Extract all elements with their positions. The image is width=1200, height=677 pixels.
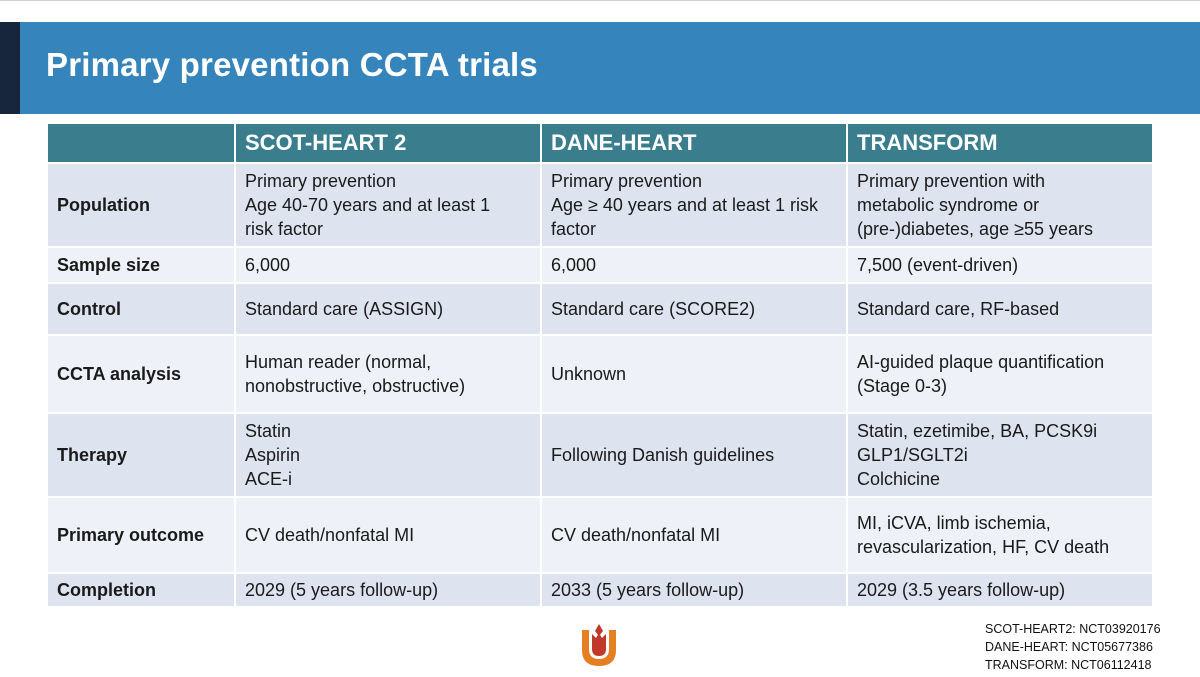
- banner-accent: [0, 22, 20, 114]
- table-cell: [235, 283, 541, 335]
- reference-line: TRANSFORM: NCT06112418: [985, 658, 1152, 672]
- table-row: [47, 163, 1153, 247]
- table-cell: [541, 163, 847, 247]
- table-cell: [847, 163, 1153, 247]
- cell-line: Unknown: [551, 364, 627, 384]
- cell-line: MI, iCVA, limb ischemia,: [857, 513, 1051, 533]
- cell-line: CV death/nonfatal MI: [551, 525, 721, 545]
- title-banner: [0, 22, 1200, 114]
- table-cell: [847, 497, 1153, 573]
- cell-line: 6,000: [245, 255, 291, 275]
- cell-line: 6,000: [551, 255, 597, 275]
- reference-line: SCOT-HEART2: NCT03920176: [985, 622, 1161, 636]
- row-label-primary-outcome: Primary outcome: [47, 497, 235, 573]
- cell-line: GLP1/SGLT2i: [857, 445, 968, 465]
- cell-line: Primary prevention: [245, 171, 397, 191]
- row-label-sample-size: Sample size: [47, 247, 235, 283]
- table-cell: [541, 413, 847, 497]
- cell-line: (Stage 0-3): [857, 376, 948, 396]
- cell-line: ACE-i: [245, 469, 293, 489]
- row-label-therapy: Therapy: [47, 413, 235, 497]
- row-label-control: Control: [47, 283, 235, 335]
- cell-line: Age 40-70 years and at least 1: [245, 195, 491, 215]
- table-row: [47, 283, 1153, 335]
- header-cell-blank: [47, 123, 235, 163]
- cell-line: CV death/nonfatal MI: [245, 525, 415, 545]
- cell-line: risk factor: [245, 219, 324, 239]
- trial-registry-references: [985, 620, 1161, 674]
- reference-line: DANE-HEART: NCT05677386: [985, 640, 1153, 654]
- cell-line: AI-guided plaque quantification: [857, 352, 1105, 372]
- cell-line: Statin, ezetimibe, BA, PCSK9i: [857, 421, 1098, 441]
- table-row: [47, 573, 1153, 607]
- cell-line: nonobstructive, obstructive): [245, 376, 466, 396]
- table-row: [47, 247, 1153, 283]
- tulip-logo-icon: [580, 622, 618, 668]
- top-divider: [0, 0, 1200, 1]
- cell-line: 2029 (5 years follow-up): [245, 580, 439, 600]
- table-row: [47, 335, 1153, 413]
- table-cell: [235, 497, 541, 573]
- table-cell: [847, 247, 1153, 283]
- cell-line: Standard care (SCORE2): [551, 299, 756, 319]
- table-cell: [541, 335, 847, 413]
- table-cell: [847, 413, 1153, 497]
- table-cell: [847, 283, 1153, 335]
- cell-line: Human reader (normal,: [245, 352, 432, 372]
- header-cell-transform: TRANSFORM: [847, 123, 1153, 163]
- table-row: [47, 413, 1153, 497]
- cell-line: Standard care (ASSIGN): [245, 299, 444, 319]
- table-row: [47, 497, 1153, 573]
- table-cell: [235, 335, 541, 413]
- cell-line: Primary prevention: [551, 171, 703, 191]
- row-label-population: Population: [47, 163, 235, 247]
- table-cell: [235, 163, 541, 247]
- cell-line: factor: [551, 219, 597, 239]
- table-cell: [235, 247, 541, 283]
- cell-line: (pre-)diabetes, age ≥55 years: [857, 219, 1094, 239]
- row-label-ccta-analysis: CCTA analysis: [47, 335, 235, 413]
- table-cell: [541, 247, 847, 283]
- cell-line: Following Danish guidelines: [551, 445, 775, 465]
- cell-line: 2029 (3.5 years follow-up): [857, 580, 1066, 600]
- cell-line: revascularization, HF, CV death: [857, 537, 1110, 557]
- cell-line: Standard care, RF-based: [857, 299, 1060, 319]
- table-header-row: [47, 123, 1153, 163]
- table-cell: [541, 573, 847, 607]
- table-cell: [235, 413, 541, 497]
- cell-line: Statin: [245, 421, 292, 441]
- table-cell: [847, 573, 1153, 607]
- cell-line: 7,500 (event-driven): [857, 255, 1019, 275]
- table-cell: [541, 283, 847, 335]
- slide-title: Primary prevention CCTA trials: [46, 46, 538, 83]
- cell-line: Primary prevention with: [857, 171, 1046, 191]
- cell-line: 2033 (5 years follow-up): [551, 580, 745, 600]
- cell-line: Colchicine: [857, 469, 941, 489]
- row-label-completion: Completion: [47, 573, 235, 607]
- header-cell-dane-heart: DANE-HEART: [541, 123, 847, 163]
- cell-line: Aspirin: [245, 445, 301, 465]
- header-cell-scot-heart-2: SCOT-HEART 2: [235, 123, 541, 163]
- cell-line: metabolic syndrome or: [857, 195, 1040, 215]
- cell-line: Age ≥ 40 years and at least 1 risk: [551, 195, 819, 215]
- trials-table: [46, 122, 1154, 608]
- table-cell: [235, 573, 541, 607]
- table-cell: [541, 497, 847, 573]
- table-cell: [847, 335, 1153, 413]
